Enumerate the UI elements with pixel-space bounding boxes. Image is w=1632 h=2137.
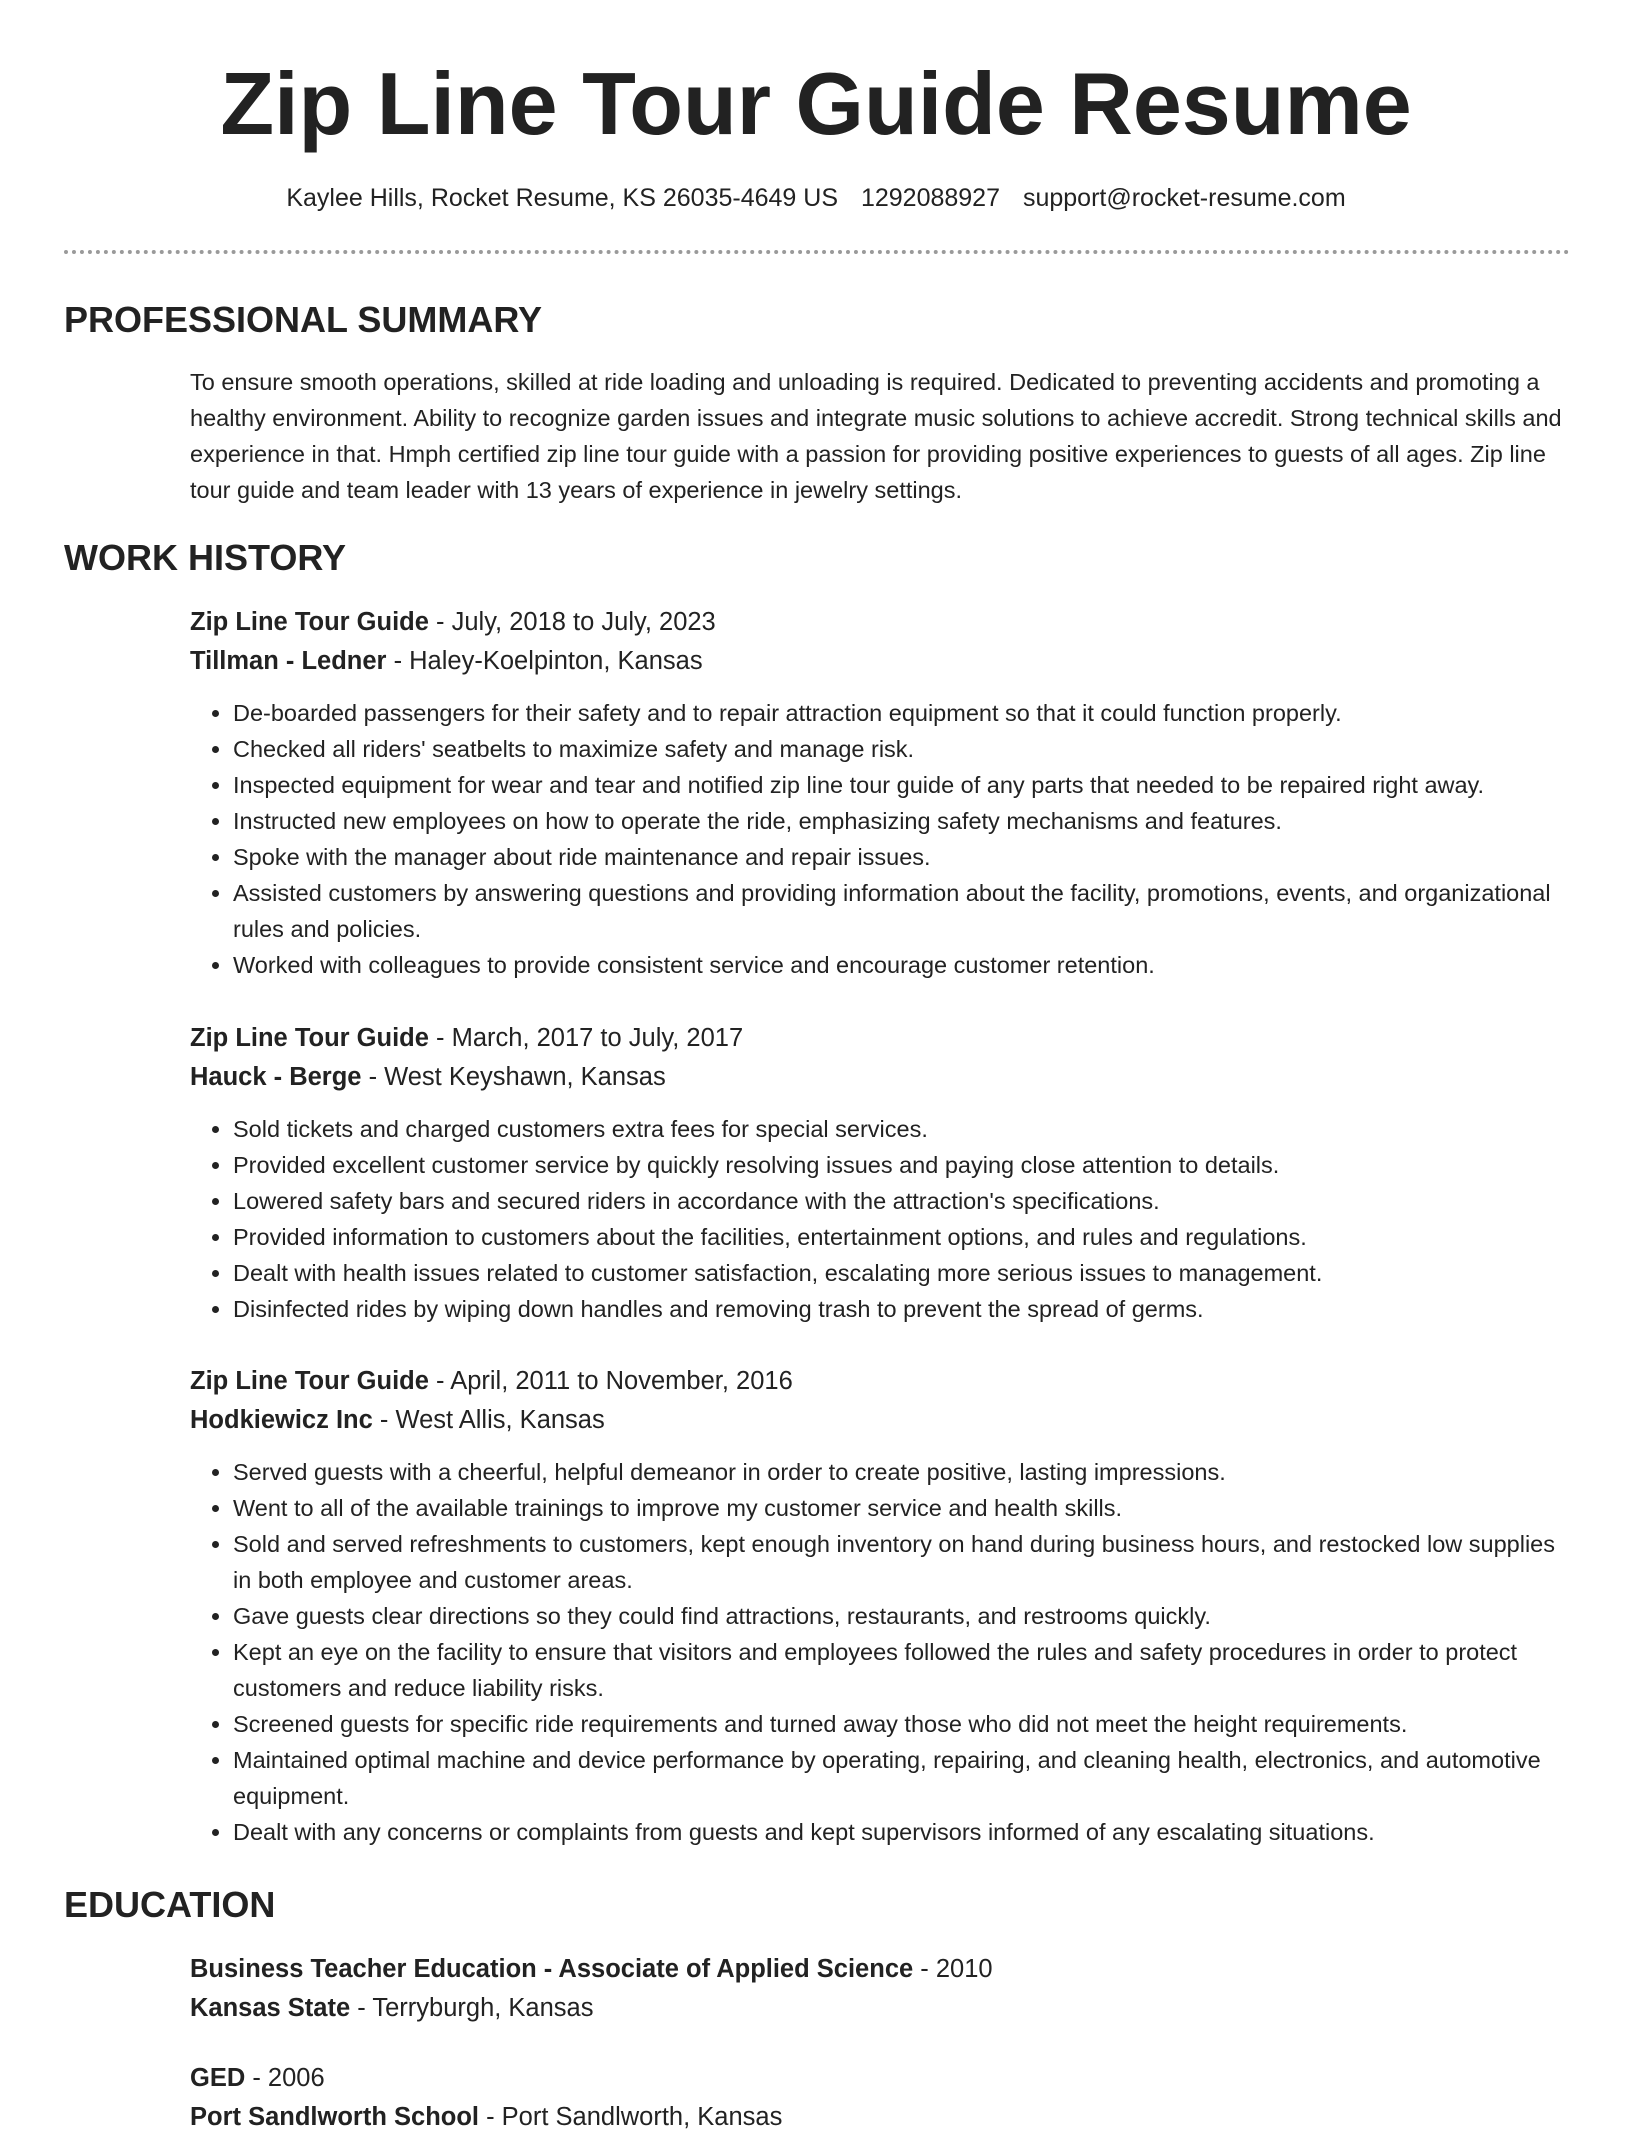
job-bullet: • Assisted customers by answering questions and providing information about the facility, promotions, events, and organizational rules and policies. (233, 875, 1570, 947)
summary-text: To ensure smooth operations, skilled at ride loading and unloading is required. Dedicated to preventing accidents and promoting a healthy environment. Ability to recognize garden issues and integrate music solutions to achieve accredit. Strong technical skills and experience in that. Hmph certified zip line tour guide with a passion for providing positive experiences to guests of all ages. Zip line tour guide and team leader with 13 years of experience in jewelry settings. (190, 369, 1562, 503)
job-title: Zip Line Tour Guide (190, 608, 429, 636)
job-company: Tillman - Ledner (190, 647, 387, 675)
job-bullet: • Kept an eye on the facility to ensure that visitors and employees followed the rules and safety procedures in order to protect customers and reduce liability risks. (233, 1634, 1570, 1706)
job-bullets (190, 1111, 1570, 1327)
education-entry (190, 1950, 1570, 2028)
job-location: - Haley-Koelpinton, Kansas (386, 647, 703, 675)
job-bullet: • Sold and served refreshments to customers, kept enough inventory on hand during business hours, and restocked low supplies in both employee and customer areas. (233, 1526, 1570, 1598)
work-history-heading: WORK HISTORY (64, 537, 347, 578)
education-school: Kansas State (190, 1994, 351, 2022)
education-heading: EDUCATION (64, 1884, 276, 1925)
job-bullet: • Screened guests for specific ride requirements and turned away those who did not meet the height requirements. (233, 1706, 1570, 1742)
contact-address: Kaylee Hills, Rocket Resume, KS 26035-4649 US (286, 184, 838, 212)
job-bullet: • Dealt with any concerns or complaints from guests and kept supervisors informed of any escalating situations. (233, 1814, 1570, 1850)
summary-section (190, 364, 1570, 508)
job-title: Zip Line Tour Guide (190, 1367, 429, 1395)
job-bullet: • Disinfected rides by wiping down handles and removing trash to prevent the spread of germs. (233, 1291, 1570, 1327)
job-bullet: • Dealt with health issues related to customer satisfaction, escalating more serious issues to management. (233, 1255, 1570, 1291)
job-location: - West Allis, Kansas (372, 1406, 605, 1434)
job-title-line (190, 603, 1570, 642)
contact-email: support@rocket-resume.com (1022, 184, 1346, 212)
job-company-line (190, 1058, 1570, 1097)
job-bullet: • Checked all riders' seatbelts to maximize safety and manage risk. (233, 731, 1570, 767)
job-bullet: • Lowered safety bars and secured riders in accordance with the attraction's specifications. (233, 1183, 1570, 1219)
job-bullet: • Went to all of the available trainings to improve my customer service and health skills. (233, 1490, 1570, 1526)
job-dates: - March, 2017 to July, 2017 (428, 1024, 744, 1052)
contact-line (0, 180, 1632, 216)
job-bullet: • Worked with colleagues to provide consistent service and encourage customer retention. (233, 947, 1570, 983)
education-location: - Terryburgh, Kansas (350, 1994, 594, 2022)
education-degree: GED (190, 2064, 246, 2092)
education-school-line (190, 1989, 1570, 2028)
job-bullet: • Inspected equipment for wear and tear and notified zip line tour guide of any parts that needed to be repaired right away. (233, 767, 1570, 803)
job-entry (190, 1019, 1570, 1327)
job-title-line (190, 1019, 1570, 1058)
job-dates: - July, 2018 to July, 2023 (428, 608, 716, 636)
job-bullet: • De-boarded passengers for their safety and to repair attraction equipment so that it could function properly. (233, 695, 1570, 731)
summary-heading: PROFESSIONAL SUMMARY (64, 299, 543, 340)
education-location: - Port Sandlworth, Kansas (479, 2103, 783, 2131)
education-year: - 2010 (913, 1955, 993, 1983)
job-bullet: • Served guests with a cheerful, helpful demeanor in order to create positive, lasting impressions. (233, 1454, 1570, 1490)
education-school-line (190, 2098, 1570, 2137)
job-entry (190, 1362, 1570, 1850)
job-entry (190, 603, 1570, 983)
job-bullet: • Gave guests clear directions so they could find attractions, restaurants, and restrooms quickly. (233, 1598, 1570, 1634)
job-bullets (190, 1454, 1570, 1850)
job-title: Zip Line Tour Guide (190, 1024, 429, 1052)
education-degree-line (190, 2059, 1570, 2098)
education-degree: Business Teacher Education - Associate of Applied Science (190, 1955, 914, 1983)
job-bullet: • Maintained optimal machine and device performance by operating, repairing, and cleaning health, electronics, and automotive equipment. (233, 1742, 1570, 1814)
job-company: Hauck - Berge (190, 1063, 362, 1091)
job-bullet: • Provided information to customers about the facilities, entertainment options, and rules and regulations. (233, 1219, 1570, 1255)
job-bullet: • Sold tickets and charged customers extra fees for special services. (233, 1111, 1570, 1147)
contact-phone: 1292088927 (860, 184, 1000, 212)
job-bullet: • Spoke with the manager about ride maintenance and repair issues. (233, 839, 1570, 875)
resume-title: Zip Line Tour Guide Resume (220, 54, 1412, 153)
job-dates: - April, 2011 to November, 2016 (428, 1367, 793, 1395)
job-company-line (190, 1401, 1570, 1440)
job-location: - West Keyshawn, Kansas (361, 1063, 666, 1091)
header-divider (64, 250, 1570, 254)
job-bullet: • Instructed new employees on how to operate the ride, emphasizing safety mechanisms and features. (233, 803, 1570, 839)
job-bullet: • Provided excellent customer service by quickly resolving issues and paying close attention to details. (233, 1147, 1570, 1183)
education-school: Port Sandlworth School (190, 2103, 480, 2131)
job-bullets (190, 695, 1570, 983)
education-degree-line (190, 1950, 1570, 1989)
education-entry (190, 2059, 1570, 2137)
job-company-line (190, 642, 1570, 681)
job-company: Hodkiewicz Inc (190, 1406, 373, 1434)
education-year: - 2006 (245, 2064, 325, 2092)
job-title-line (190, 1362, 1570, 1401)
